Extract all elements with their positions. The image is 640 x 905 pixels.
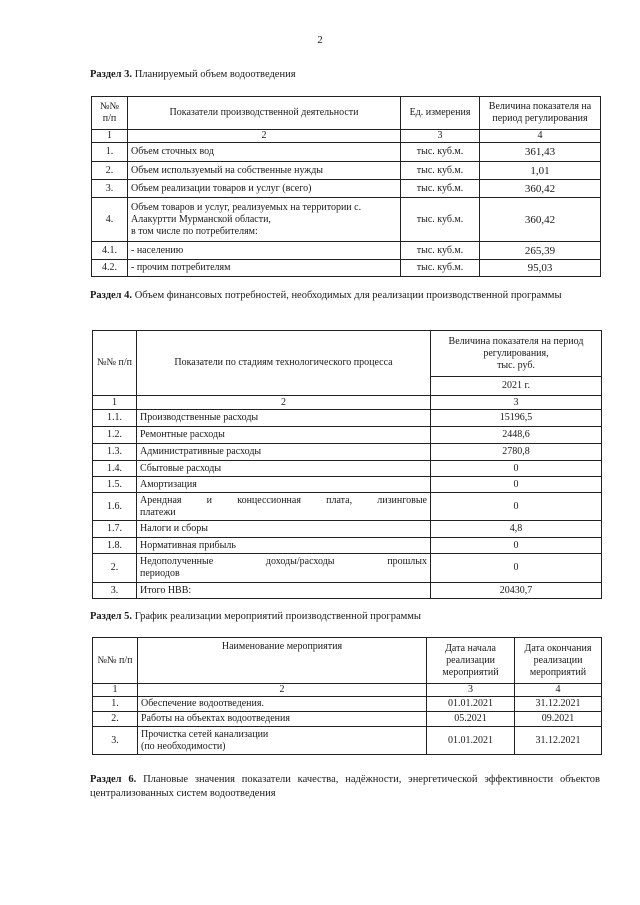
row-value: 361,43 <box>480 143 601 162</box>
table-row <box>93 538 602 554</box>
section-4-title: Объем финансовых потребностей, необходимых для реализации производственной программы <box>134 290 562 301</box>
row-value: 0 <box>431 461 602 477</box>
table-header-row <box>93 638 602 684</box>
row-value: 265,39 <box>480 242 601 260</box>
row-value: 1,01 <box>480 162 601 180</box>
row-num: 1.5. <box>93 477 137 493</box>
row-unit: тыс. куб.м. <box>401 198 480 242</box>
row-end-date: 31.12.2021 <box>515 697 602 712</box>
table-row <box>93 493 602 521</box>
header-line: Дата окончания <box>524 642 592 654</box>
row-num: 1. <box>92 143 128 162</box>
row-name: Объем используемый на собственные нужды <box>128 162 401 180</box>
table-row <box>93 461 602 477</box>
row-name: Административные расходы <box>137 444 431 461</box>
row-value: 360,42 <box>480 198 601 242</box>
row-value: 4,8 <box>431 521 602 538</box>
table-row <box>92 198 601 242</box>
row-name: Итого НВВ: <box>137 583 431 599</box>
row-start-date: 01.01.2021 <box>427 697 515 712</box>
row-name: Амортизация <box>137 477 431 493</box>
col-number: 4 <box>480 130 601 143</box>
section-4-table <box>92 330 602 599</box>
col-number: 1 <box>93 684 138 697</box>
section-6-heading <box>90 773 600 801</box>
row-num: 3. <box>93 727 138 755</box>
row-name: - населению <box>128 242 401 260</box>
table-row <box>93 554 602 583</box>
row-value: 0 <box>431 538 602 554</box>
header-indicator: Показатели производственной деятельности <box>128 97 401 130</box>
row-name-line: периодов <box>140 568 180 579</box>
header-unit: Ед. измерения <box>401 97 480 130</box>
row-name: Обеспечение водоотведения. <box>138 697 427 712</box>
header-num: №№ п/п <box>93 331 137 396</box>
table-row <box>92 162 601 180</box>
row-name <box>137 554 431 583</box>
header-year: 2021 г. <box>431 377 602 396</box>
table-row <box>92 143 601 162</box>
section-5-table <box>92 637 602 755</box>
header-line: реализации <box>533 654 583 666</box>
row-name <box>137 493 431 521</box>
row-name: - прочим потребителям <box>128 260 401 277</box>
row-name-line: Арендная и концессионная плата, лизинговые <box>140 494 427 506</box>
section-6-title: Плановые значения показатели качества, надёжности, энергетической эффективности объектов централизованных систем водоотведения <box>90 774 600 799</box>
row-unit: тыс. куб.м. <box>401 143 480 162</box>
page-number: 2 <box>317 34 323 46</box>
row-num: 1.6. <box>93 493 137 521</box>
header-value-line: Величина показателя на период <box>448 335 584 347</box>
col-number: 3 <box>401 130 480 143</box>
row-value: 360,42 <box>480 180 601 198</box>
row-name: Сбытовые расходы <box>137 461 431 477</box>
table-row <box>93 727 602 755</box>
row-num: 4.1. <box>92 242 128 260</box>
table-header-row <box>93 331 602 377</box>
table-header-row <box>92 97 601 130</box>
header-value <box>431 331 602 377</box>
header-line: мероприятий <box>529 666 587 678</box>
col-number: 3 <box>431 396 602 410</box>
row-name: Ремонтные расходы <box>137 427 431 444</box>
row-name: Налоги и сборы <box>137 521 431 538</box>
section-6-label: Раздел 6. <box>90 774 137 785</box>
row-num: 2. <box>93 554 137 583</box>
table-row <box>93 477 602 493</box>
header-num: №№ п/п <box>93 638 138 684</box>
row-value: 95,03 <box>480 260 601 277</box>
table-row <box>93 583 602 599</box>
row-start-date: 01.01.2021 <box>427 727 515 755</box>
row-num: 4. <box>92 198 128 242</box>
row-name-line: в том числе по потребителям: <box>131 225 258 237</box>
section-4-label: Раздел 4. <box>90 290 133 301</box>
table-row <box>92 242 601 260</box>
col-number: 4 <box>515 684 602 697</box>
row-start-date: 05.2021 <box>427 712 515 727</box>
header-num: №№ п/п <box>92 97 128 130</box>
table-row <box>93 444 602 461</box>
row-num: 1. <box>93 697 138 712</box>
table-row <box>93 697 602 712</box>
header-line: Дата начала <box>445 642 496 654</box>
column-number-row <box>93 396 602 410</box>
row-num: 1.8. <box>93 538 137 554</box>
row-value: 2780,8 <box>431 444 602 461</box>
row-name: Объем сточных вод <box>128 143 401 162</box>
row-name-line: (по необходимости) <box>141 740 226 752</box>
table-row <box>93 427 602 444</box>
header-start-date <box>427 638 515 684</box>
header-end-date <box>515 638 602 684</box>
table-row <box>93 410 602 427</box>
row-unit: тыс. куб.м. <box>401 180 480 198</box>
row-name: Объем реализации товаров и услуг (всего) <box>128 180 401 198</box>
row-value: 15196,5 <box>431 410 602 427</box>
row-end-date: 09.2021 <box>515 712 602 727</box>
header-indicator: Показатели по стадиям технологического процесса <box>137 331 431 396</box>
row-value: 0 <box>431 477 602 493</box>
row-unit: тыс. куб.м. <box>401 260 480 277</box>
row-num: 4.2. <box>92 260 128 277</box>
col-number: 2 <box>128 130 401 143</box>
header-value-line: тыс. руб. <box>497 359 535 371</box>
col-number: 2 <box>137 396 431 410</box>
row-num: 3. <box>93 583 137 599</box>
col-number: 3 <box>427 684 515 697</box>
row-num: 1.3. <box>93 444 137 461</box>
header-value: Величина показателя на период регулирования <box>480 97 601 130</box>
header-value-line: регулирования, <box>483 347 549 359</box>
row-num: 1.7. <box>93 521 137 538</box>
row-name <box>128 198 401 242</box>
section-5-label: Раздел 5. <box>90 611 133 622</box>
row-num: 3. <box>92 180 128 198</box>
row-num: 1.1. <box>93 410 137 427</box>
column-number-row <box>93 684 602 697</box>
row-num: 1.2. <box>93 427 137 444</box>
row-name-line: платежи <box>140 506 176 518</box>
section-5-heading <box>90 610 600 624</box>
header-event-name: Наименование мероприятия <box>138 638 427 684</box>
row-name-line: Недополученные доходы/расходы прошлых <box>140 556 427 567</box>
row-name: Работы на объектах водоотведения <box>138 712 427 727</box>
table-row <box>92 180 601 198</box>
row-unit: тыс. куб.м. <box>401 242 480 260</box>
table-row <box>93 712 602 727</box>
row-value: 0 <box>431 493 602 521</box>
row-name <box>138 727 427 755</box>
row-name: Нормативная прибыль <box>137 538 431 554</box>
row-num: 1.4. <box>93 461 137 477</box>
row-name-line: Прочистка сетей канализации <box>141 728 269 740</box>
row-name-line: Объем товаров и услуг, реализуемых на территории с. <box>131 201 362 213</box>
col-number: 1 <box>92 130 128 143</box>
section-3-heading <box>90 68 600 82</box>
row-num: 2. <box>92 162 128 180</box>
row-value: 0 <box>431 554 602 583</box>
section-4-heading <box>90 289 600 303</box>
section-5-title: График реализации мероприятий производственной программы <box>134 611 421 622</box>
header-line: мероприятий <box>442 666 499 678</box>
row-unit: тыс. куб.м. <box>401 162 480 180</box>
column-number-row <box>92 130 601 143</box>
header-line: реализации <box>446 654 495 666</box>
section-3-title: Планируемый объем водоотведения <box>134 69 296 80</box>
row-name-line: Алакуртти Мурманской области, <box>131 213 271 225</box>
col-number: 2 <box>138 684 427 697</box>
section-3-table <box>91 96 601 277</box>
section-3-label: Раздел 3. <box>90 69 133 80</box>
row-value: 20430,7 <box>431 583 602 599</box>
row-value: 2448,6 <box>431 427 602 444</box>
col-number: 1 <box>93 396 137 410</box>
row-num: 2. <box>93 712 138 727</box>
table-row <box>93 521 602 538</box>
table-row <box>92 260 601 277</box>
row-name: Производственные расходы <box>137 410 431 427</box>
row-end-date: 31.12.2021 <box>515 727 602 755</box>
